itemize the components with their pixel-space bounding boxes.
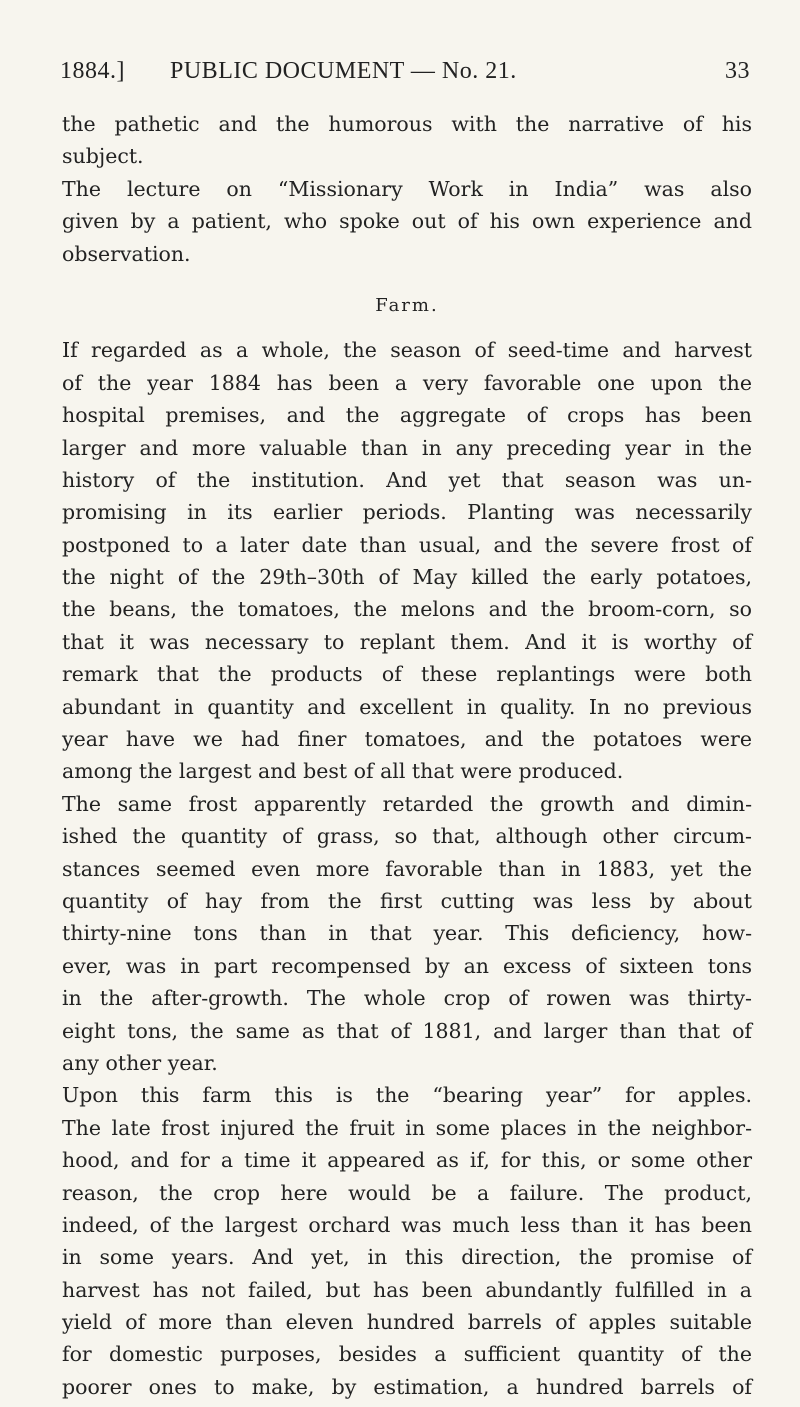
header-title: PUBLIC DOCUMENT — No. 21. bbox=[170, 58, 517, 84]
text-line: eight tons, the same as that of 1881, and larger than that of bbox=[62, 1018, 752, 1043]
text-line: If regarded as a whole, the season of seed-time and harvest bbox=[62, 338, 752, 363]
header-year: 1884.] bbox=[60, 58, 125, 84]
text-line: remark that the products of these replantings were both bbox=[62, 662, 752, 687]
text-line: in the after-growth. The whole crop of rowen was thirty- bbox=[62, 986, 752, 1011]
text-line: the night of the 29th–30th of May killed the early potatoes, bbox=[62, 565, 752, 590]
text-line: indeed, of the largest orchard was much less than it has been bbox=[62, 1212, 752, 1237]
text-line: given by a patient, who spoke out of his own experience and bbox=[62, 209, 752, 234]
text-line: hood, and for a time it appeared as if, for this, or some other bbox=[62, 1148, 752, 1173]
text-line: ished the quantity of grass, so that, although other circum- bbox=[62, 824, 752, 849]
text-line: Upon this farm this is the “bearing year” for apples. bbox=[62, 1083, 752, 1108]
text-line: subject. bbox=[62, 144, 144, 169]
text-line: quantity of hay from the first cutting was less by about bbox=[62, 889, 752, 913]
text-line: of the year 1884 has been a very favorable one upon the bbox=[62, 370, 752, 395]
text-line: history of the institution. And yet that season was un- bbox=[62, 467, 752, 492]
text-line: The same frost apparently retarded the growth and dimin- bbox=[62, 791, 752, 816]
text-line: among the largest and best of all that were produced. bbox=[62, 759, 624, 784]
text-line: yield of more than eleven hundred barrels of apples suitable bbox=[62, 1310, 752, 1335]
text-line: year have we had finer tomatoes, and the potatoes were bbox=[62, 727, 752, 752]
text-line: poorer ones to make, by estimation, a hundred barrels of bbox=[62, 1374, 752, 1399]
text-line: larger and more valuable than in any preceding year in the bbox=[62, 435, 752, 460]
paragraph-apples bbox=[62, 1079, 752, 1403]
paragraph-missionary-lecture bbox=[62, 173, 752, 270]
text-line: harvest has not failed, but has been abundantly fulfilled in a bbox=[62, 1277, 752, 1302]
text-line: the beans, the tomatoes, the melons and the broom-corn, so bbox=[62, 597, 752, 622]
paragraph-hay bbox=[62, 788, 752, 1080]
text-line: The lecture on “Missionary Work in India” was also bbox=[62, 176, 752, 201]
page-body bbox=[62, 108, 752, 1403]
text-line: postponed to a later date than usual, and the severe frost of bbox=[62, 532, 752, 557]
text-line: promising in its earlier periods. Planting was necessarily bbox=[62, 500, 752, 525]
text-line: thirty-nine tons than in that year. This deficiency, how- bbox=[62, 921, 752, 946]
page-number: 33 bbox=[725, 58, 750, 84]
text-line: The late frost injured the fruit in some places in the neighbor- bbox=[62, 1115, 752, 1140]
text-line: that it was necessary to replant them. And it is worthy of bbox=[62, 629, 752, 654]
text-line: stances seemed even more favorable than in 1883, yet the bbox=[62, 856, 752, 881]
section-heading-farm: Farm. bbox=[375, 294, 439, 316]
text-line: for domestic purposes, besides a sufficient quantity of the bbox=[62, 1342, 752, 1367]
text-line: observation. bbox=[62, 241, 191, 266]
text-line: reason, the crop here would be a failure. The product, bbox=[62, 1180, 752, 1205]
text-line: the pathetic and the humorous with the narrative of his bbox=[62, 112, 752, 136]
paragraph-season bbox=[62, 334, 752, 787]
text-line: ever, was in part recompensed by an excess of sixteen tons bbox=[62, 953, 752, 978]
text-line: hospital premises, and the aggregate of crops has been bbox=[62, 403, 752, 428]
text-line: in some years. And yet, in this direction, the promise of bbox=[62, 1245, 752, 1270]
paragraph-lecture-end bbox=[62, 108, 752, 173]
text-line: abundant in quantity and excellent in quality. In no previous bbox=[62, 694, 752, 719]
text-line: any other year. bbox=[62, 1050, 218, 1075]
